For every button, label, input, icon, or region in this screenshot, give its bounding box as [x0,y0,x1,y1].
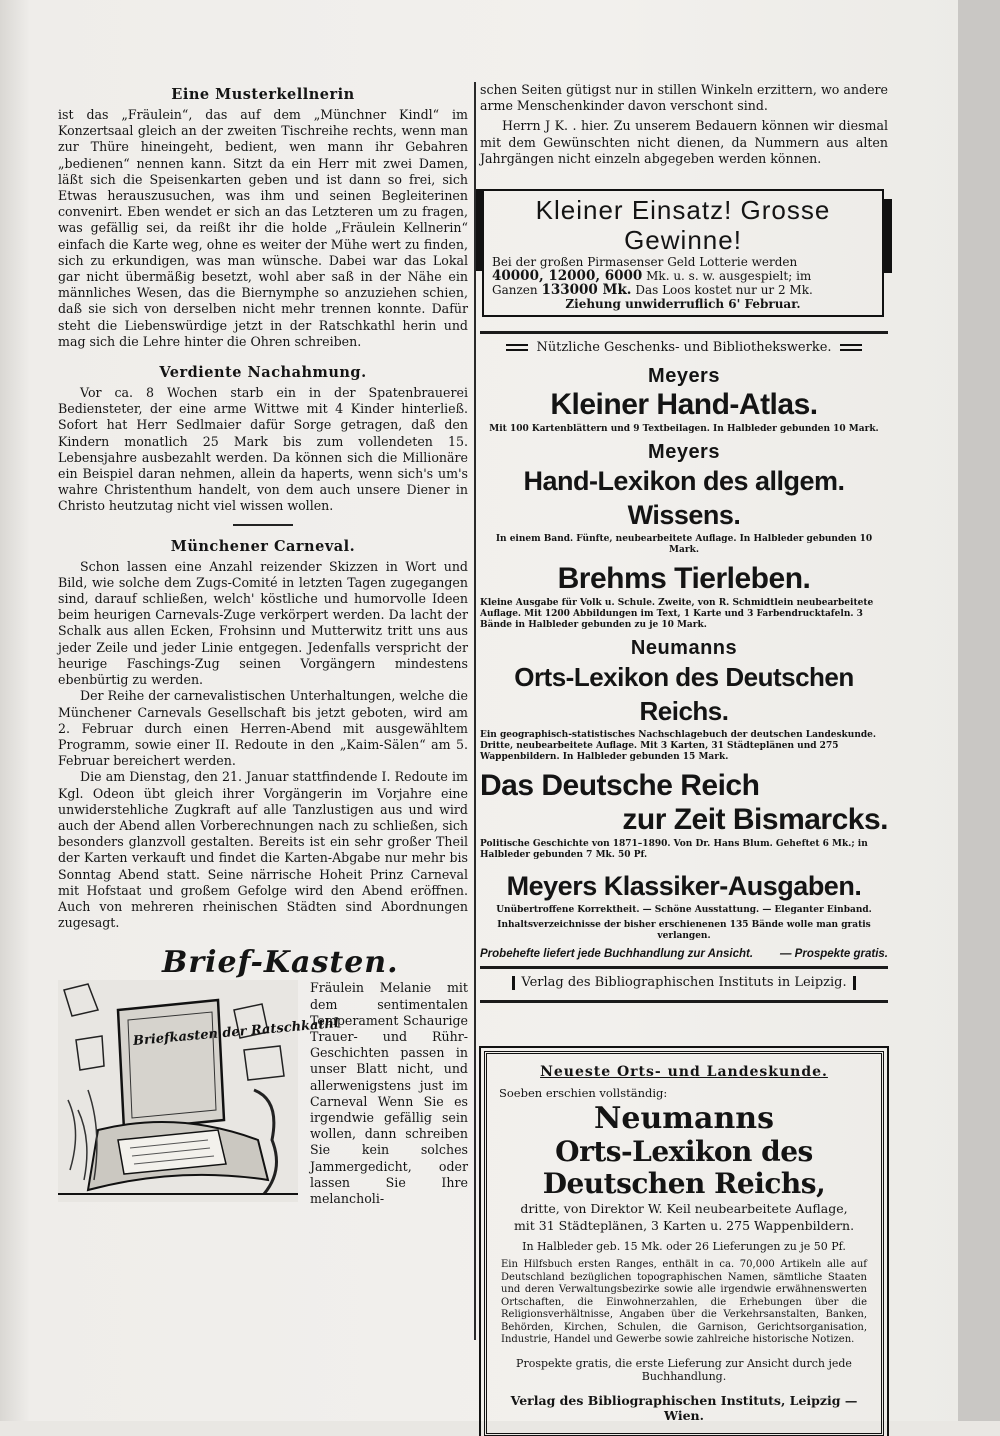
book-publisher: Meyers [648,365,720,388]
briefkasten-illustration [58,980,340,1202]
rule [480,966,888,969]
rule [480,331,888,334]
meyers-header [480,340,888,355]
probe-notice-text: — Prospekte gratis. [779,948,888,961]
reader-notice: Herrn J K. . hier. Zu unserem Bedauern können wir diesmal mit dem Gewünschten nicht dienen, da Nummern aus alten Jahrgängen nicht einzeln abgegeben werden können. [480,118,888,166]
lottery-line: Bei der großen Pirmasenser Geld Lotterie werden [492,255,798,270]
lottery-line [492,269,874,283]
book-title: Orts-Lexikon des Deutschen Reichs. [514,662,854,727]
rule [480,1000,888,1003]
briefkasten-title: Brief-Kasten. [162,945,399,981]
book-publisher: Neumanns [630,637,738,660]
illustration-caption: Briefkasten der Ratschkathl [132,1016,340,1050]
meyers-ad [480,331,888,1003]
book-title: Das Deutsche Reich [480,769,760,803]
book-title: Hand-Lexikon des allgem. Wissens. [523,466,845,531]
neumann-body: Ein Hilfsbuch ersten Ranges, enthält in ca. 70,000 Artikeln alle auf Deutschland bezüglichen topographischen Namen, sämtliche Staaten und deren Verwaltungsbezirke sowie alle irgendwie erwähnenswerten Ortschaften, die Einwohnerzahlen, die Erhebungen über die Religionsverhältnisse, Angaben über die Verkehrsanstalten, Banken, Behörden, Kirchen, Schulen, die Garnison, Gerichtsorganisation, Industrie, Handel und Gewerbe sowie zahlreiche historische Notizen. [501,1259,867,1346]
article-body: Vor ca. 8 Wochen starb ein in der Spatenbrauerei Bediensteter, der eine arme Wittwe mit 4 Kinder hinterließ. Sofort hat Herr Sedlmaier dafür Sorge getragen, daß den Kindern monatlich 25 Mark bis zum vollendeten 15. Lebensjahre ausbezahlt werden. Da können sich die Millionäre ein Beispiel daran nehmen, allein da haperts, wenn sich's um's wahre Christenthum handelt, von dem auch unsere Diener in Christo heutzutag nicht viel wissen wollen. [58,385,468,514]
article-title: Verdiente Nachahmung. [159,364,367,382]
neumann-footer: Verlag des Bibliographischen Instituts, Leipzig — Wien. [510,1392,858,1423]
lottery-line-text: Mk. u. s. w. ausgespielt; im [646,269,812,284]
book-description: Politische Geschichte von 1871–1890. Von Dr. Hans Blum. Geheftet 6 Mk.; in Halbleder gebunden 7 Mk. 50 Pf. [480,839,868,861]
neumann-title: Neumanns [593,1101,774,1137]
lottery-prizes: 40000, 12000, 6000 [492,268,643,285]
briefkasten-text: Fräulein Melanie mit dem sentimentalen Temperament Schaurige Trauer- und Rühr-Geschichten passen in unser Blatt nicht, und allerwenigstens just im Carneval Wenn Sie es irgendwie gefällig sein wollen, dann schreiben Sie kein solches Jammergedicht, oder lassen Sie Ihre melancholi- [310,980,468,1206]
continuation-text: schen Seiten gütigst nur in stillen Winkeln erzittern, wo andere arme Menschenkinder davon verschont sind. [480,82,888,114]
book-description: Mit 100 Kartenblättern und 9 Textbeilagen. In Halbleder gebunden 10 Mark. [489,424,879,435]
publisher-text: Verlag des Bibliographischen Instituts in Leipzig. [521,975,847,991]
book-description: Inhaltsverzeichnisse der bisher erschienenen 135 Bände wolle man gratis verlangen. [497,920,871,942]
neumann-subtitle: Orts-Lexikon des Deutschen Reichs, [542,1135,826,1201]
page-edge-shadow [958,0,1000,1421]
left-column [58,82,468,1342]
right-column [480,82,888,1423]
lottery-line [492,283,874,297]
neumann-price: In Halbleder geb. 15 Mk. oder 26 Lieferungen zu je 50 Pf. [522,1240,846,1254]
publisher-line [480,975,888,990]
neumann-line: dritte, von Direktor W. Keil neubearbeitete Auflage, [520,1201,848,1217]
neumann-intro: Soeben erschien vollständig: [499,1086,668,1101]
ornament-dash [506,344,528,351]
book-title: Brehms Tierleben. [557,562,811,596]
lottery-line-text: Das Loos kostet nur ur 2 Mk. [635,283,813,298]
book-description: Ein geographisch-statistisches Nachschlagebuch der deutschen Landeskunde. Dritte, neubearbeitete Auflage. Mit 3 Karten, 31 Städteplänen und 275 Wappenbildern. In Halbleder gebunden 15 Mark. [480,730,877,763]
briefkasten-section [58,980,468,1206]
ornament-bar [853,976,856,990]
neumann-header: Neueste Orts- und Landeskunde. [540,1064,828,1081]
ornament-dash [840,344,862,351]
meyers-header-text: Nützliche Geschenks- und Bibliothekswerke. [536,340,832,356]
lottery-line-text: Ganzen [492,283,538,298]
separator-rule [233,524,293,526]
article-paragraph: Die am Dienstag, den 21. Januar stattfindende I. Redoute im Kgl. Odeon übt gleich ihrer Vorgängerin im Vorjahre eine unwiderstehliche Zugkraft auf alle Tanzlustigen aus und wird auch der Abend allen Vorberechnungen nach zu schließen, sich besonders glanzvoll gestalten. Bereits ist ein sehr großer Theil der Karten verkauft und findet die Karten-Abgabe nur mehr bis Sonntag Abend statt. Seine närrische Hoheit Prinz Carneval mit Hofstaat und großem Gefolge wird den Abend eröffnen. Auch von mehreren rheinischen Städten sind Abordnungen zugesagt. [58,769,468,931]
lottery-draw-date: Ziehung unwiderruflich 6' Februar. [565,297,801,312]
book-title: Meyers Klassiker-Ausgaben. [506,871,862,902]
book-title: Kleiner Hand-Atlas. [550,388,818,422]
article-body: ist das „Fräulein“, das auf dem „Münchner Kindl“ im Konzertsaal gleich an der zweiten Tischreihe rechts, wenn man zur Thüre hineingeht, bedient, wen mann ihr Gebahren „bedienen“ nennen kann. Sitzt da ein Herr mit zwei Damen, läßt sich die Speisenkarten geben und ist dann so frei, sich Etwas herauszusuchen, was ihm und seinen Begleiterinen convenirt. Eben wendet er sich an das Letzteren um zu fragen, was gefällig sei, da reißt ihr die holde „Fräulein Kellnerin“ einfach die Karte weg, ohne es weiter der Mühe wert zu finden, sich zu erkundigen, was man wünsche. Dabei war das Lokal gar nicht übermäßig besetzt, wohl aber saß in der Nähe ein männliches Wesen, das die Biernymphe so anzuziehen schien, daß sie sich von derselben nicht mehr trennen konnte. Dafür steht die Liebenswürdige jetzt in der Ratschkathl herin und mag sich die Lehre hinter die Ohren schreiben. [58,107,468,349]
article-title: Münchener Carneval. [170,537,356,555]
article-paragraph: Der Reihe der carnevalistischen Unterhaltungen, welche die Münchener Carnevals Gesellschaft bis jetzt geboten, wird am 2. Februar durch einen Herren-Abend mit ausgewähltem Programm, sowie einer II. Redoute in den „Kaim-Sälen“ am 5. Februar bereichert werden. [58,688,468,769]
book-description: Unübertroffene Korrektheit. — Schöne Ausstattung. — Eleganter Einband. [496,905,872,916]
probe-notice-text: Probehefte liefert jede Buchhandlung zur Ansicht. [480,948,754,961]
neumann-ad [484,1051,884,1436]
neumann-line: mit 31 Städteplänen, 3 Karten u. 275 Wappenbildern. [513,1218,855,1234]
neumann-notice: Prospekte gratis, die erste Lieferung zur Ansicht durch jede Buchhandlung. [516,1356,852,1383]
ornament-bar [512,976,515,990]
article-title: Eine Musterkellnerin [171,86,355,103]
lottery-ad [482,189,884,317]
book-publisher: Meyers [648,441,720,464]
book-description: Kleine Ausgabe für Volk u. Schule. Zweite, von R. Schmidtlein neubearbeitete Auflage. Mit 1200 Abbildungen im Text, 1 Karte und 3 Farbendrucktafeln. 3 Bände in Halbleder gebunden zu je 10 Mark. [480,598,874,631]
lottery-total: 133000 Mk. [541,282,632,299]
lottery-headline: Kleiner Einsatz! Grosse Gewinne! [535,195,831,256]
book-description: In einem Band. Fünfte, neubearbeitete Auflage. In Halbleder gebunden 10 Mark. [495,534,873,556]
article-paragraph: Schon lassen eine Anzahl reizender Skizzen in Wort und Bild, wie solche dem Zugs-Comité in letzten Tagen zugegangen sind, darauf schließen, welch' köstliche und humorvolle Ideen beim heurigen Carnevals-Zuge verkörpert werden. Da lacht der Schalk aus allen Ecken, Frohsinn und Mutterwitz tritt uns aus jeder Zeile und jeder Linie entgegen. Jedenfalls verspricht der heurige Faschings-Zug seinen Vorgängern mindestens ebenbürtig zu werden. [58,558,468,688]
book-title: zur Zeit Bismarcks. [622,803,888,837]
probe-notice [480,948,888,960]
